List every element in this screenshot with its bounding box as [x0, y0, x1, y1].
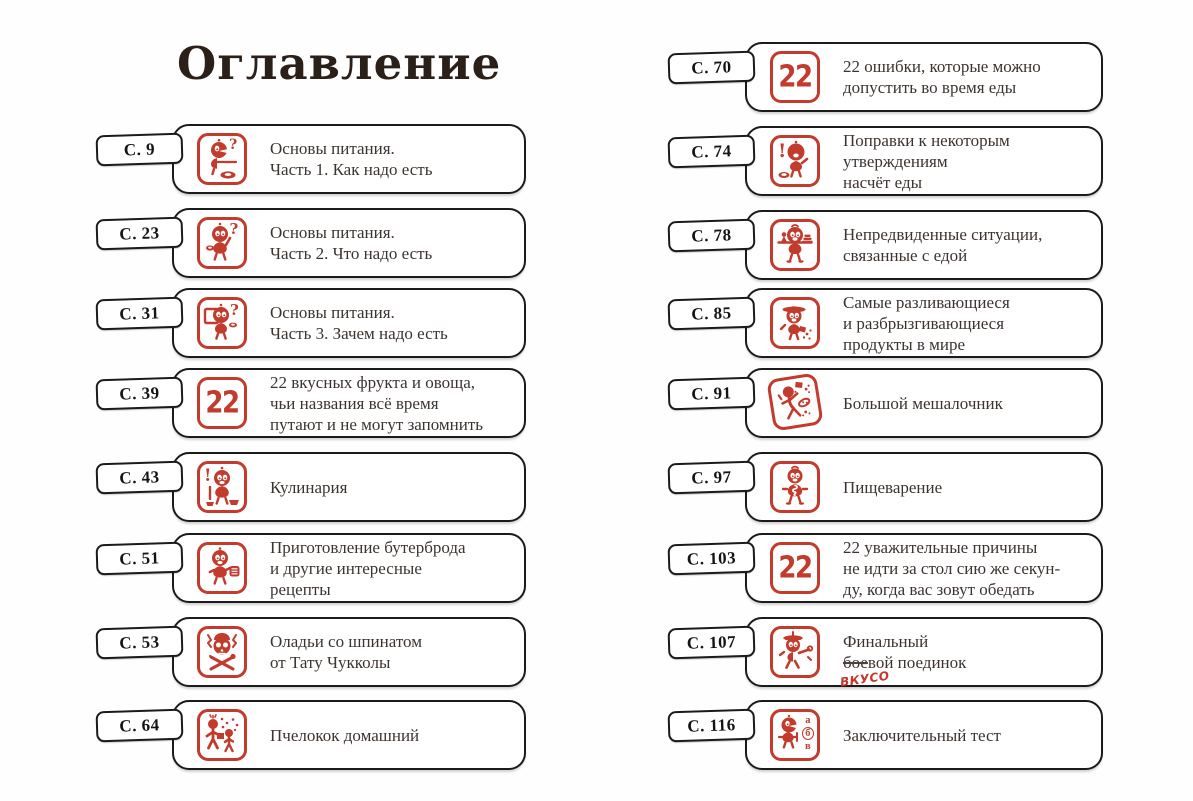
entry-line: ду, когда вас зовут обедать	[843, 579, 1035, 599]
entry-line: путают и не могут запомнить	[270, 414, 484, 434]
entry-title	[270, 631, 422, 673]
entry-line: и другие интересные	[270, 558, 422, 578]
toc-entry	[668, 533, 1103, 603]
page-tab	[668, 135, 756, 169]
character-abc-test-icon	[770, 709, 820, 761]
page-number: С. 43	[119, 466, 160, 488]
page-tab	[668, 297, 756, 331]
page-tab	[668, 626, 756, 660]
entry-line: Финальный	[843, 632, 929, 651]
entry-title	[270, 537, 466, 600]
entry-card	[172, 208, 526, 278]
entry-card	[745, 452, 1103, 522]
toc-entry	[668, 368, 1103, 438]
page-number: С. 9	[123, 139, 156, 159]
entry-card	[172, 288, 526, 358]
word-rest: вой поединок	[867, 653, 967, 672]
toc-entry	[96, 617, 526, 687]
badge-22-icon	[770, 51, 820, 103]
character-eating-question-icon	[197, 133, 247, 185]
toc-entry	[668, 126, 1103, 196]
page-tab	[668, 461, 756, 495]
entry-card	[745, 210, 1103, 280]
entry-title	[270, 725, 419, 746]
entry-card	[745, 288, 1103, 358]
svg-text:?: ?	[229, 221, 239, 238]
entry-line: 22 ошибки, которые можно	[843, 57, 1041, 76]
entry-title	[843, 537, 1060, 600]
entry-title	[843, 725, 1001, 746]
toc-entry	[96, 368, 526, 438]
entry-line: Большой мешалочник	[843, 393, 1003, 413]
entry-line: Заключительный тест	[843, 725, 1001, 745]
dancing-splatter-icon	[766, 372, 824, 431]
page-number: С. 85	[691, 302, 732, 324]
badge-22-number: 22	[778, 59, 812, 95]
entry-line: Пищеварение	[843, 477, 943, 497]
entry-title	[270, 302, 448, 344]
entry-card	[172, 124, 526, 194]
page-number: С. 91	[691, 382, 732, 404]
entry-line: насчёт еды	[843, 172, 923, 192]
letter-v: в	[805, 741, 811, 752]
toc-entry	[668, 42, 1103, 112]
letter-b-circled: б	[802, 727, 814, 740]
page-number: С. 74	[691, 140, 732, 162]
page-tab	[668, 219, 756, 253]
page-number: С. 97	[691, 466, 732, 488]
entry-title	[843, 130, 1010, 193]
skull-chef-icon	[197, 626, 247, 678]
entry-title	[270, 222, 432, 264]
entry-card	[172, 617, 526, 687]
entry-line: Часть 3. Зачем надо есть	[270, 324, 448, 343]
toc-entry	[668, 617, 1103, 690]
entry-line-corrected	[839, 652, 967, 690]
beekeepers-icon	[197, 709, 247, 761]
page-tab	[96, 626, 184, 660]
character-toast-icon	[197, 542, 247, 594]
page-tab	[96, 217, 184, 251]
character-sombrero-spill-icon	[770, 297, 820, 349]
entry-line: Оладьи со шпинатом	[270, 632, 422, 651]
entry-title	[843, 224, 1042, 266]
entry-line: Приготовление бутерброда	[270, 537, 466, 557]
toc-entry	[668, 210, 1103, 280]
badge-22-icon	[770, 542, 820, 594]
entry-line: продукты в мире	[843, 334, 966, 354]
entry-line: и разбрызгивающиеся	[843, 313, 1005, 333]
entry-card	[745, 617, 1103, 690]
entry-card	[172, 452, 526, 522]
badge-22-number: 22	[778, 550, 812, 586]
entry-line: рецепты	[270, 579, 331, 599]
toc-entry	[668, 700, 1103, 770]
page-number: С. 53	[119, 631, 160, 653]
page-tab	[96, 133, 184, 167]
entry-title	[270, 138, 432, 180]
svg-text:?: ?	[229, 137, 238, 153]
entry-line: Основы питания.	[270, 223, 395, 242]
entry-line: Пчелокок домашний	[270, 725, 420, 745]
entry-line: связанные с едой	[843, 246, 968, 265]
page-number: С. 39	[119, 382, 160, 404]
page-number: С. 51	[119, 547, 160, 569]
page-number: С. 23	[119, 222, 160, 244]
character-battle-icon	[770, 626, 820, 678]
badge-22-number: 22	[205, 385, 239, 421]
page-title: Оглавление	[177, 37, 502, 90]
handwritten-correction: ВКУСО	[839, 668, 891, 690]
page-tab	[96, 377, 184, 411]
entry-card	[745, 126, 1103, 196]
page-tab	[668, 542, 756, 576]
page-tab	[96, 542, 184, 576]
character-blackboard-question-icon	[197, 297, 247, 349]
character-cooking-icon	[197, 461, 247, 513]
entry-line: Основы питания.	[270, 139, 395, 158]
entry-title	[839, 631, 967, 690]
character-digestion-icon	[770, 461, 820, 513]
entry-line: Непредвиденные ситуации,	[843, 225, 1043, 244]
entry-title	[843, 393, 1003, 414]
page-number: С. 64	[119, 714, 160, 736]
entry-line: чьи названия всё время	[270, 393, 439, 413]
page-number: С. 78	[691, 224, 732, 246]
struck-word-part: бое	[843, 653, 868, 672]
entry-line: Основы питания.	[270, 303, 395, 322]
entry-title	[843, 292, 1010, 355]
entry-card	[745, 42, 1103, 112]
entry-card	[172, 700, 526, 770]
toc-entry	[96, 288, 526, 358]
svg-text:!: !	[778, 140, 787, 162]
entry-card	[172, 368, 526, 438]
page-tab	[668, 709, 756, 743]
toc-entry	[668, 288, 1103, 358]
toc-entry	[668, 452, 1103, 522]
entry-card	[172, 533, 526, 603]
entry-line: Часть 2. Что надо есть	[270, 244, 433, 263]
entry-card	[745, 368, 1103, 438]
toc-entry	[96, 452, 526, 522]
character-question-icon	[197, 217, 247, 269]
toc-entry	[96, 533, 526, 603]
entry-line: Поправки к некоторым	[843, 130, 1010, 150]
entry-title	[843, 56, 1041, 98]
svg-text:?: ?	[230, 301, 239, 319]
entry-title	[270, 372, 483, 435]
entry-line: утверждениям	[843, 151, 948, 171]
entry-card	[745, 700, 1103, 770]
entry-line: от Тату Чукколы	[270, 653, 391, 672]
entry-title	[270, 477, 347, 498]
page-tab	[96, 461, 184, 495]
page-number: С. 103	[686, 547, 737, 569]
entry-line: Самые разливающиеся	[843, 292, 1010, 312]
badge-22-icon	[197, 377, 247, 429]
abc-letters	[802, 715, 814, 752]
entry-line: не идти за стол сию же секун-	[843, 558, 1061, 578]
page-tab	[96, 297, 184, 331]
entry-line: 22 вкусных фрукта и овоща,	[270, 372, 476, 392]
character-balancing-food-icon	[770, 219, 820, 271]
page-tab	[96, 709, 184, 743]
page-number: С. 116	[687, 714, 736, 736]
entry-line: допустить во время еды	[843, 78, 1017, 97]
svg-text:!: !	[204, 466, 212, 486]
toc-entry	[96, 124, 526, 194]
toc-entry	[96, 208, 526, 278]
letter-a: а	[805, 715, 811, 726]
entry-line: 22 уважительные причины	[843, 537, 1038, 557]
entry-card	[745, 533, 1103, 603]
page-tab	[668, 51, 756, 85]
page-tab	[668, 377, 756, 411]
entry-title	[843, 477, 942, 498]
entry-line: Кулинария	[270, 477, 348, 497]
page-number: С. 70	[691, 56, 732, 78]
character-exclamation-icon	[770, 135, 820, 187]
toc-entry	[96, 700, 526, 770]
page-number: С. 107	[686, 631, 737, 653]
page-number: С. 31	[119, 302, 160, 324]
entry-line: Часть 1. Как надо есть	[270, 160, 433, 179]
